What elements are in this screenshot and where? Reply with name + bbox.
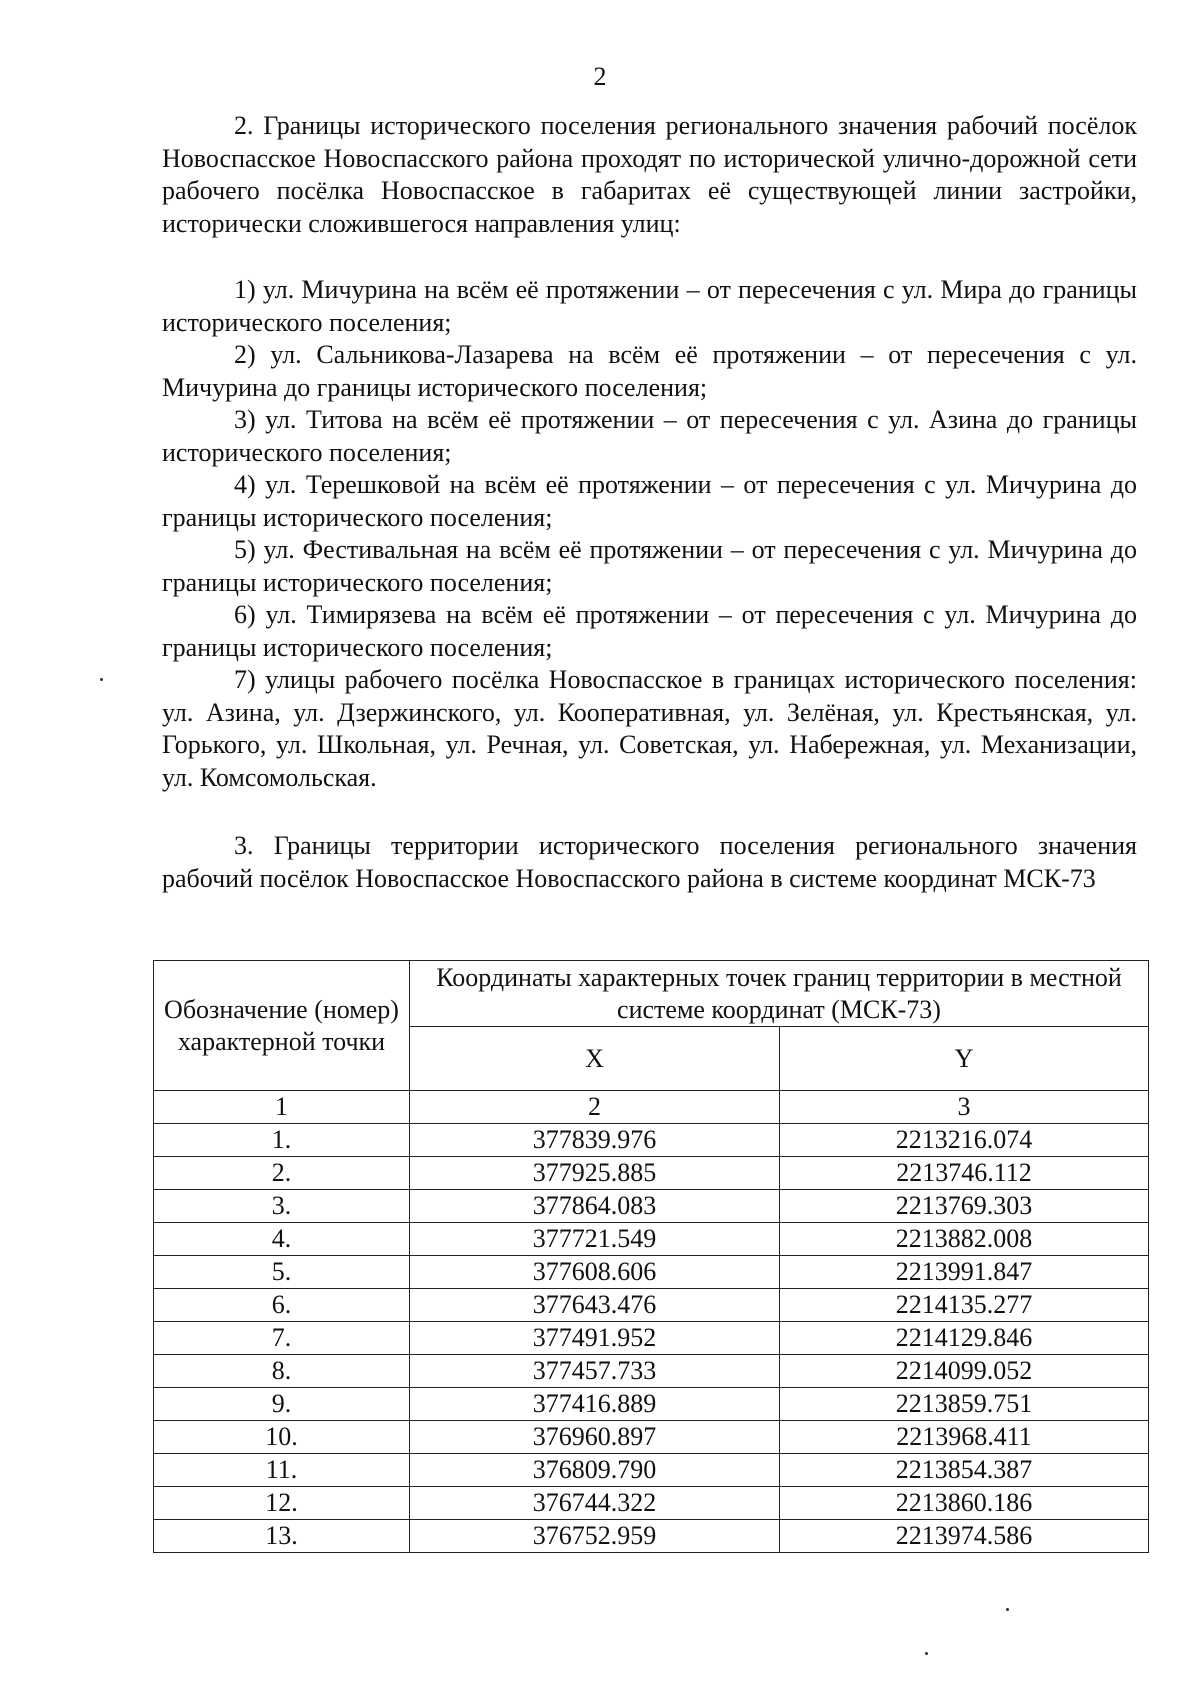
column-number: 3: [780, 1091, 1149, 1124]
table-row: [154, 1355, 1149, 1388]
point-number-cell: 3.: [154, 1190, 410, 1223]
x-coordinate-cell: 377864.083: [410, 1190, 780, 1223]
scan-speck: [100, 678, 103, 681]
street-list-item: 6) ул. Тимирязева на всём её протяжении – от пересечения с ул. Мичурина до границы исторического поселения;: [162, 600, 1137, 662]
table-row: [154, 1256, 1149, 1289]
street-list-item: 5) ул. Фестивальная на всём её протяжении – от пересечения с ул. Мичурина до границы исторического поселения;: [162, 535, 1137, 597]
point-number-cell: 7.: [154, 1322, 410, 1355]
street-list-item: 3) ул. Титова на всём её протяжении – от пересечения с ул. Азина до границы исторического поселения;: [162, 405, 1137, 467]
point-number-cell: 5.: [154, 1256, 410, 1289]
table-row: [154, 1190, 1149, 1223]
y-coordinate-cell: 2213991.847: [780, 1256, 1149, 1289]
x-coordinate-cell: 376960.897: [410, 1421, 780, 1454]
table-row: [154, 1223, 1149, 1256]
point-number-cell: 11.: [154, 1454, 410, 1487]
x-coordinate-cell: 377416.889: [410, 1388, 780, 1421]
y-coordinate-cell: 2213216.074: [780, 1124, 1149, 1157]
x-coordinate-cell: 377491.952: [410, 1322, 780, 1355]
y-coordinate-cell: 2213854.387: [780, 1454, 1149, 1487]
y-coordinate-cell: 2214099.052: [780, 1355, 1149, 1388]
y-coordinate-cell: 2213968.411: [780, 1421, 1149, 1454]
x-coordinate-cell: 377643.476: [410, 1289, 780, 1322]
y-coordinate-cell: 2213882.008: [780, 1223, 1149, 1256]
y-coordinate-cell: 2214135.277: [780, 1289, 1149, 1322]
header-y: Y: [780, 1027, 1149, 1091]
scan-speck: [925, 1652, 928, 1655]
table-row: [154, 1124, 1149, 1157]
y-coordinate-cell: 2213859.751: [780, 1388, 1149, 1421]
point-number-cell: 6.: [154, 1289, 410, 1322]
x-coordinate-cell: 377839.976: [410, 1124, 780, 1157]
point-number-cell: 12.: [154, 1487, 410, 1520]
x-coordinate-cell: 377608.606: [410, 1256, 780, 1289]
header-coordinates: Координаты характерных точек границ территории в местной системе координат (МСК-73): [410, 961, 1149, 1027]
point-number-cell: 13.: [154, 1520, 410, 1553]
point-number-cell: 2.: [154, 1157, 410, 1190]
point-number-cell: 9.: [154, 1388, 410, 1421]
y-coordinate-cell: 2213974.586: [780, 1520, 1149, 1553]
y-coordinate-cell: 2213769.303: [780, 1190, 1149, 1223]
table-row: [154, 1388, 1149, 1421]
x-coordinate-cell: 376752.959: [410, 1520, 780, 1553]
x-coordinate-cell: 377457.733: [410, 1355, 780, 1388]
page-number: 2: [593, 62, 607, 91]
column-number: 2: [410, 1091, 780, 1124]
y-coordinate-cell: 2213860.186: [780, 1487, 1149, 1520]
point-number-cell: 8.: [154, 1355, 410, 1388]
header-x: X: [410, 1027, 780, 1091]
point-number-cell: 4.: [154, 1223, 410, 1256]
street-list-item: 1) ул. Мичурина на всём её протяжении – от пересечения с ул. Мира до границы исторического поселения;: [162, 275, 1137, 337]
table-row: [154, 1487, 1149, 1520]
scan-speck: [1006, 1608, 1009, 1611]
section-3-text: 3. Границы территории исторического поселения регионального значения рабочий посёлок Новоспасское Новоспасского района в системе координат МСК-73: [162, 831, 1137, 893]
table-row: [154, 1520, 1149, 1553]
table-row: [154, 1421, 1149, 1454]
point-number-cell: 1.: [154, 1124, 410, 1157]
y-coordinate-cell: 2214129.846: [780, 1322, 1149, 1355]
column-number: 1: [154, 1091, 410, 1124]
table-row: [154, 1289, 1149, 1322]
x-coordinate-cell: 376744.322: [410, 1487, 780, 1520]
header-point-designation: Обозначение (номер) характерной точки: [154, 961, 410, 1091]
x-coordinate-cell: 377925.885: [410, 1157, 780, 1190]
street-list: [162, 274, 1137, 794]
street-list-item: 7) улицы рабочего посёлка Новоспасское в границах исторического поселения: ул. Азина, ул. Дзержинского, ул. Кооперативная, ул. Зелёная, ул. Крестьянская, ул. Горького, ул. Школьная, ул. Речная, ул. Советская, ул. Набережная, ул. Механизации, ул. Комсомольская.: [162, 665, 1137, 792]
x-coordinate-cell: 377721.549: [410, 1223, 780, 1256]
table-row: [154, 1454, 1149, 1487]
table-row: [154, 1157, 1149, 1190]
coordinates-table: [153, 960, 1149, 1553]
street-list-item: 4) ул. Терешковой на всём её протяжении – от пересечения с ул. Мичурина до границы исторического поселения;: [162, 470, 1137, 532]
y-coordinate-cell: 2213746.112: [780, 1157, 1149, 1190]
section-2-intro: 2. Границы исторического поселения регионального значения рабочий посёлок Новоспасское Новоспасского района проходят по исторической улично-дорожной сети рабочего посёлка Новоспасское в габаритах её существующей линии застройки, исторически сложившегося направления улиц:: [162, 111, 1137, 238]
point-number-cell: 10.: [154, 1421, 410, 1454]
table-row: [154, 1322, 1149, 1355]
street-list-item: 2) ул. Сальникова-Лазарева на всём её протяжении – от пересечения с ул. Мичурина до границы исторического поселения;: [162, 340, 1137, 402]
x-coordinate-cell: 376809.790: [410, 1454, 780, 1487]
